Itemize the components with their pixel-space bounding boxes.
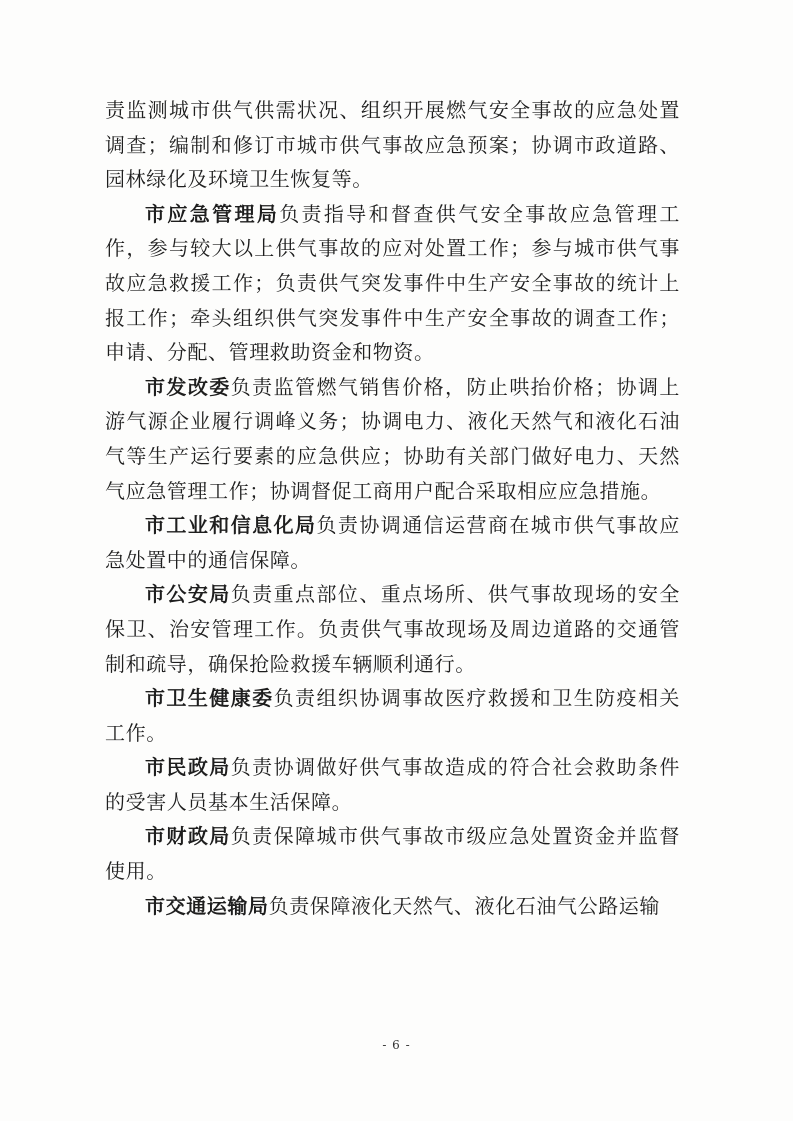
org-name: 市卫生健康委 [145, 686, 274, 711]
paragraph-public-security-bureau [105, 577, 680, 681]
paragraph-text: 负责保障城市供气事故市级应急处置资金并监督使用。 [105, 824, 680, 884]
paragraph-health-commission [105, 681, 680, 750]
document-body [105, 93, 680, 923]
org-name: 市民政局 [145, 755, 231, 780]
paragraph-continuation [105, 93, 680, 197]
org-name: 市公安局 [145, 582, 231, 607]
paragraph-transport-bureau [105, 889, 680, 924]
org-name: 市发改委 [145, 374, 231, 399]
paragraph-text: 负责协调做好供气事故造成的符合社会救助条件的受害人员基本生活保障。 [105, 755, 680, 814]
paragraph-text: 负责指导和督查供气安全事故应急管理工作，参与较大以上供气事故的应对处置工作；参与城市供气事故应急救援工作；负责供气突发事件中生产安全事故的统计上报工作；牵头组织供气突发事件中生产安全事故的调查工作；申请、分配、管理救助资金和物资。 [105, 201, 680, 365]
paragraph-text: 责监测城市供气供需状况、组织开展燃气安全事故的应急处置调查；编制和修订市城市供气事故应急预案；协调市政道路、园林绿化及环境卫生恢复等。 [105, 98, 680, 192]
paragraph-text: 负责组织协调事故医疗救援和卫生防疫相关工作。 [105, 686, 680, 745]
paragraph-text: 负责保障液化天然气、液化石油气公路运输 [268, 893, 661, 918]
paragraph-emergency-management-bureau [105, 197, 680, 370]
org-name: 市财政局 [145, 824, 231, 849]
org-name: 市交通运输局 [145, 893, 269, 918]
paragraph-civil-affairs-bureau [105, 750, 680, 819]
page-number: - 6 - [382, 1038, 411, 1052]
org-name: 市应急管理局 [145, 201, 280, 226]
paragraph-development-reform-commission [105, 370, 680, 508]
paragraph-text: 负责重点部位、重点场所、供气事故现场的安全保卫、治安管理工作。负责供气事故现场及周边道路的交通管制和疏导，确保抢险救援车辆顺利通行。 [105, 582, 680, 676]
paragraph-industry-information-bureau [105, 508, 680, 577]
paragraph-text: 负责监管燃气销售价格，防止哄抬价格；协调上游气源企业履行调峰义务；协调电力、液化天然气和液化石油气等生产运行要素的应急供应；协助有关部门做好电力、天然气应急管理工作；协调督促工商用户配合采取相应应急措施。 [105, 374, 680, 503]
org-name: 市工业和信息化局 [145, 513, 317, 538]
paragraph-finance-bureau [105, 819, 680, 888]
paragraph-text: 负责协调通信运营商在城市供气事故应急处置中的通信保障。 [105, 513, 680, 572]
